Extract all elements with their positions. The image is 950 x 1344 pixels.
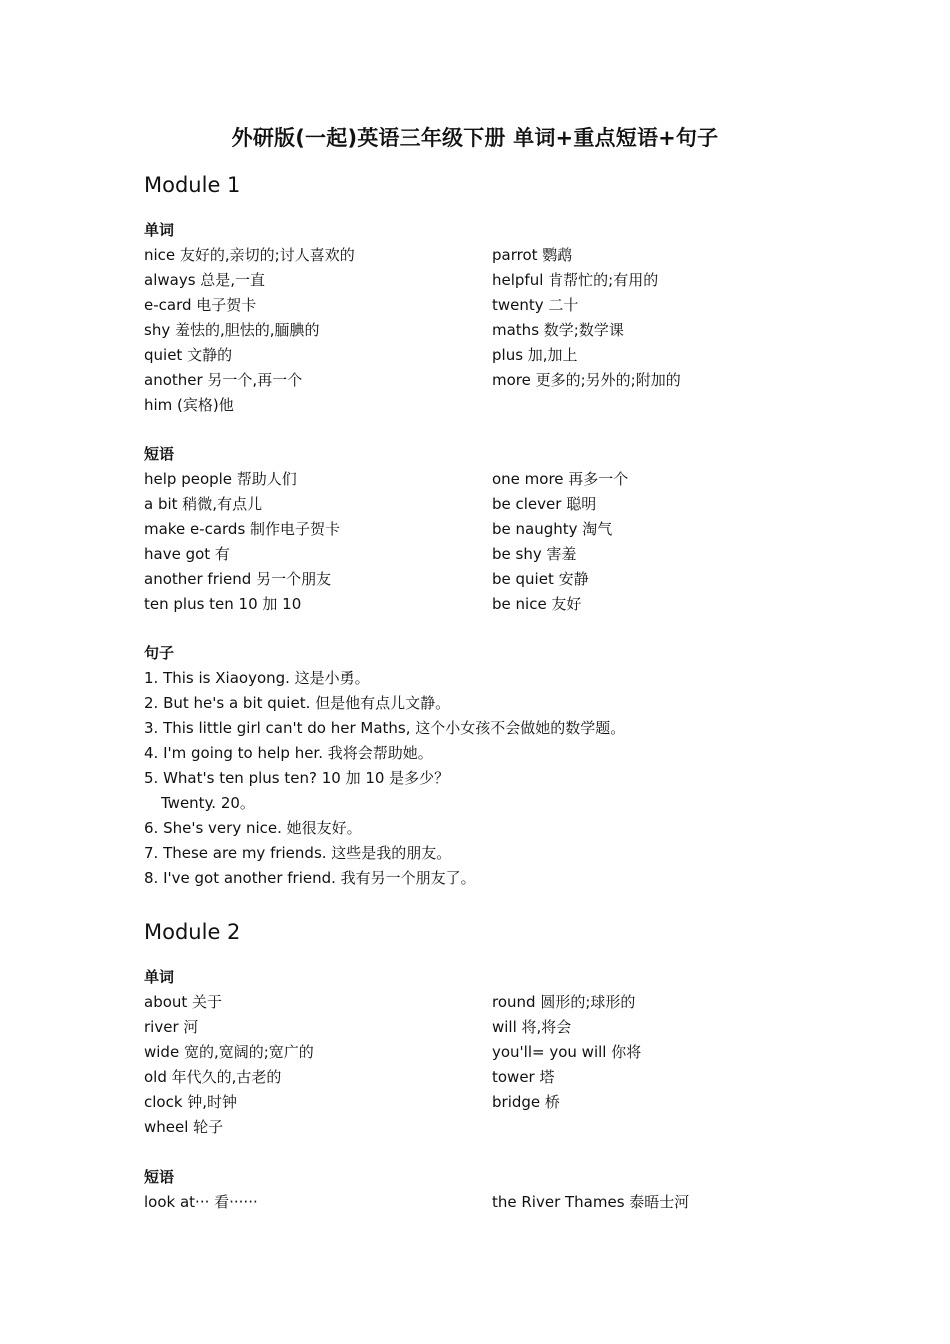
- phrase-entry: make e-cards 制作电子贺卡: [144, 520, 341, 538]
- sentence-item: 5. What's ten plus ten? 10 加 10 是多少？: [144, 769, 450, 787]
- phrase-entry: be naughty 淘气: [492, 520, 613, 538]
- sentence-answer: Twenty. 20。: [161, 794, 255, 812]
- page-title: 外研版(一起)英语三年级下册 单词+重点短语+句子: [231, 126, 719, 150]
- word-row: [144, 1016, 844, 1041]
- phrase-entry: look at··· 看······: [144, 1193, 258, 1211]
- sentence-item: 7. These are my friends. 这些是我的朋友。: [144, 844, 452, 862]
- word-entry: you'll= you will 你将: [492, 1043, 642, 1061]
- word-entry: twenty 二十: [492, 296, 579, 314]
- word-entry: bridge 桥: [492, 1093, 560, 1111]
- phrase-entry: be clever 聪明: [492, 495, 597, 513]
- word-entry: him (宾格)他: [144, 396, 234, 414]
- module-1-words-label: 单词: [144, 221, 175, 239]
- sentence-item: 1. This is Xiaoyong. 这是小勇。: [144, 669, 370, 687]
- module-1-sentences-label: 句子: [144, 644, 175, 662]
- sentence-item: 3. This little girl can't do her Maths, 这个小女孩不会做她的数学题。: [144, 719, 626, 737]
- word-entry: plus 加,加上: [492, 346, 578, 364]
- module-2-heading: Module 2: [144, 920, 241, 944]
- word-entry: old 年代久的,古老的: [144, 1068, 282, 1086]
- word-entry: always 总是,一直: [144, 271, 266, 289]
- phrase-entry: ten plus ten 10 加 10: [144, 595, 302, 613]
- word-row: [144, 1041, 844, 1066]
- word-row: [144, 294, 844, 319]
- word-row: [144, 1116, 844, 1141]
- sentence-item: 4. I'm going to help her. 我将会帮助她。: [144, 744, 433, 762]
- word-entry: wheel 轮子: [144, 1118, 224, 1136]
- word-entry: tower 塔: [492, 1068, 555, 1086]
- phrase-row: [144, 543, 844, 568]
- module-2-words-label: 单词: [144, 968, 175, 986]
- phrase-row: [144, 593, 844, 618]
- word-entry: round 圆形的;球形的: [492, 993, 636, 1011]
- word-entry: maths 数学;数学课: [492, 321, 624, 339]
- word-entry: nice 友好的,亲切的;讨人喜欢的: [144, 246, 355, 264]
- module-2-phrases-label: 短语: [144, 1168, 175, 1186]
- phrase-entry: help people 帮助人们: [144, 470, 297, 488]
- word-entry: river 河: [144, 1018, 199, 1036]
- phrase-entry: be quiet 安静: [492, 570, 589, 588]
- word-entry: wide 宽的,宽阔的;宽广的: [144, 1043, 314, 1061]
- word-row: [144, 1066, 844, 1091]
- phrase-entry: be nice 友好: [492, 595, 582, 613]
- sentence-item: 8. I've got another friend. 我有另一个朋友了。: [144, 869, 476, 887]
- phrase-entry: a bit 稍微,有点儿: [144, 495, 263, 513]
- word-entry: more 更多的;另外的;附加的: [492, 371, 681, 389]
- word-entry: e-card 电子贺卡: [144, 296, 257, 314]
- phrase-row: [144, 468, 844, 493]
- phrase-entry: another friend 另一个朋友: [144, 570, 332, 588]
- module-1-phrases-label: 短语: [144, 445, 175, 463]
- word-row: [144, 394, 844, 419]
- word-entry: shy 羞怯的,胆怯的,腼腆的: [144, 321, 320, 339]
- sentence-item: 6. She's very nice. 她很友好。: [144, 819, 362, 837]
- word-entry: will 将,将会: [492, 1018, 572, 1036]
- phrase-row: [144, 493, 844, 518]
- word-row: [144, 1091, 844, 1116]
- word-entry: clock 钟,时钟: [144, 1093, 238, 1111]
- word-row: [144, 991, 844, 1016]
- word-row: [144, 369, 844, 394]
- phrase-entry: be shy 害羞: [492, 545, 577, 563]
- word-entry: quiet 文静的: [144, 346, 233, 364]
- word-row: [144, 244, 844, 269]
- word-entry: helpful 肯帮忙的;有用的: [492, 271, 659, 289]
- phrase-row: [144, 568, 844, 593]
- word-entry: about 关于: [144, 993, 223, 1011]
- word-row: [144, 319, 844, 344]
- phrase-row: [144, 1191, 844, 1216]
- phrase-entry: have got 有: [144, 545, 230, 563]
- word-entry: parrot 鹦鹉: [492, 246, 573, 264]
- sentence-item: 2. But he's a bit quiet. 但是他有点儿文静。: [144, 694, 451, 712]
- word-row: [144, 344, 844, 369]
- word-row: [144, 269, 844, 294]
- phrase-entry: one more 再多一个: [492, 470, 629, 488]
- module-1-heading: Module 1: [144, 173, 241, 197]
- phrase-entry: the River Thames 泰晤士河: [492, 1193, 690, 1211]
- phrase-row: [144, 518, 844, 543]
- word-entry: another 另一个,再一个: [144, 371, 303, 389]
